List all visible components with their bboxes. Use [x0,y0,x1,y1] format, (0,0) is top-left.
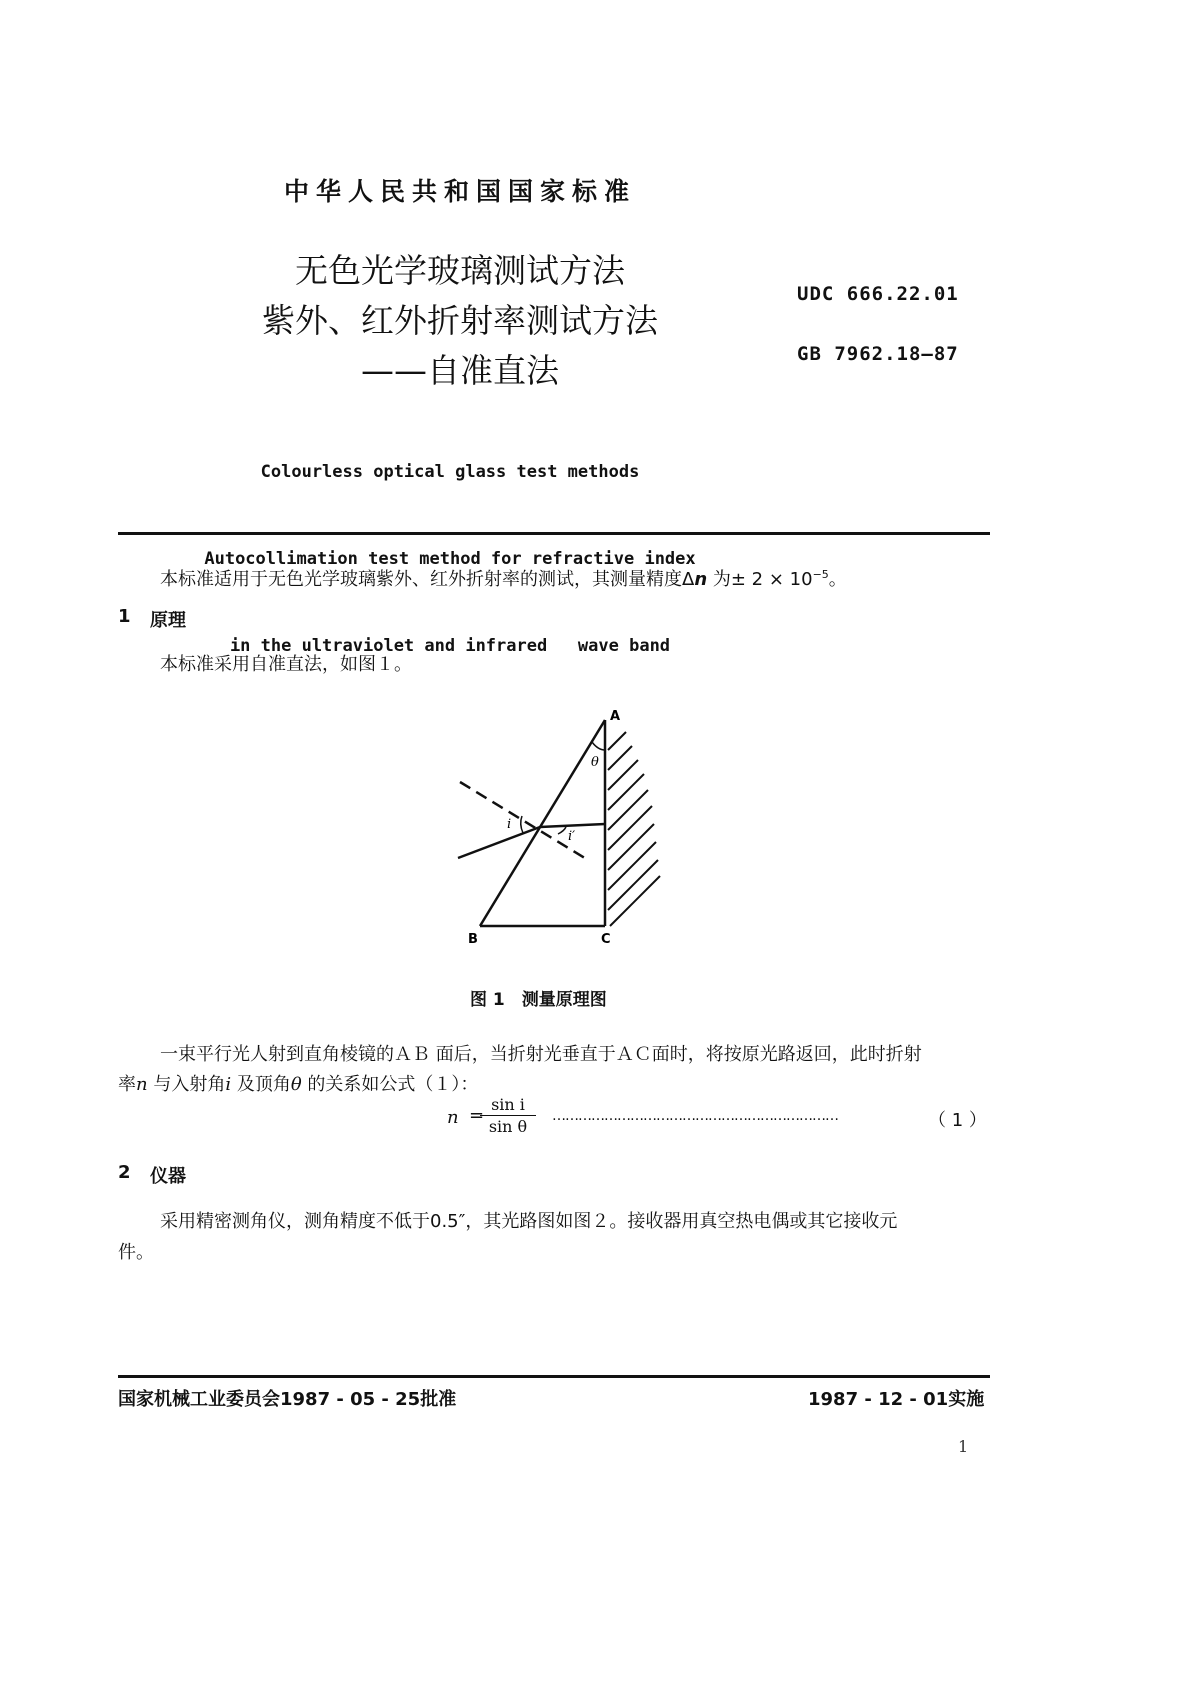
footer-divider [118,1375,990,1378]
title-line-1: 无色光学玻璃测试方法 [295,251,625,290]
para-2-line-1: 一束平行光人射到直角棱镜的ＡＢ 面后，当折射光垂直于ＡＣ面时，将按原光路返回，此时折射 [160,1044,922,1065]
label-i-prime: i′ [568,829,576,844]
gb-code: GB 7962.18—87 [797,343,959,365]
title-line-3: ——自准直法 [361,351,559,390]
para-2-text-c: 及顶角 [231,1074,291,1095]
english-line-1: Colourless optical glass test methods [260,462,640,482]
angle-i-prime-arc [558,827,566,834]
formula-numerator: sin i [491,1095,525,1114]
header-divider [118,532,990,535]
section-1-number: 1 [118,606,131,627]
section-2-title: 仪器 [150,1166,186,1187]
formula-equals: = [469,1105,485,1126]
para-2-n: n [136,1074,148,1095]
para-2-text-a: 率 [118,1074,136,1095]
para-2-line-2 [118,1070,478,1096]
scope-paragraph [160,565,847,591]
theta-arc [592,742,605,750]
section-2-line-2: 件。 [118,1242,154,1263]
para-2-text-b: 与入射角 [147,1074,226,1095]
formula-lhs: n [447,1107,459,1128]
fraction-bar [480,1115,536,1116]
section-1-text: 本标准采用自准直法，如图１。 [160,654,412,675]
scope-n: n [694,569,708,590]
figure-1-caption: 图 1 测量原理图 [470,990,607,1010]
approval-date: 国家机械工业委员会1987 - 05 - 25批准 [118,1389,457,1410]
section-2-number: 2 [118,1162,131,1183]
para-2-theta: θ [290,1074,302,1095]
issuing-body-title: 中华人民共和国国家标准 [283,177,636,206]
para-2-i: i [225,1074,232,1095]
prism-face-ab [480,720,605,926]
label-c: C [601,932,611,947]
effective-date: 1987 - 12 - 01实施 [808,1389,985,1410]
formula-tag: （ 1 ） [928,1110,987,1131]
figure-1-diagram [440,700,680,950]
scope-exponent: −5 [812,568,829,581]
surface-normal [460,782,588,860]
mirror-hatching [608,732,660,926]
label-a: A [610,709,621,724]
label-theta: θ [591,755,599,770]
english-line-3: in the ultraviolet and infrared wave band [229,636,671,656]
formula-leader-dots: ………………………………………………………… [552,1108,838,1124]
scope-precision: 为± 2 × 10 [707,569,813,590]
label-b: B [468,932,478,947]
page-number: 1 [958,1437,969,1456]
label-i: i [507,817,512,832]
incident-ray [458,827,540,858]
udc-code: UDC 666.22.01 [797,283,959,305]
formula-denominator: sin θ [488,1117,528,1136]
english-line-2: Autocollimation test method for refractive index [204,549,696,569]
scope-end: 。 [828,569,847,590]
para-2-text-d: 的关系如公式（１）： [301,1074,479,1095]
english-title [170,400,730,690]
section-1-title: 原理 [150,610,186,631]
section-2-line-1: 采用精密测角仪，测角精度不低于0.5″，其光路图如图２。接收器用真空热电偶或其它接收元 [160,1211,898,1232]
scope-text: 本标准适用于无色光学玻璃紫外、红外折射率的测试，其测量精度Δ [160,569,695,590]
angle-i-arc [521,816,523,833]
refracted-ray [540,824,605,827]
standard-title [250,246,670,396]
title-line-2: 紫外、红外折射率测试方法 [262,301,658,340]
formula-fraction [480,1095,536,1136]
